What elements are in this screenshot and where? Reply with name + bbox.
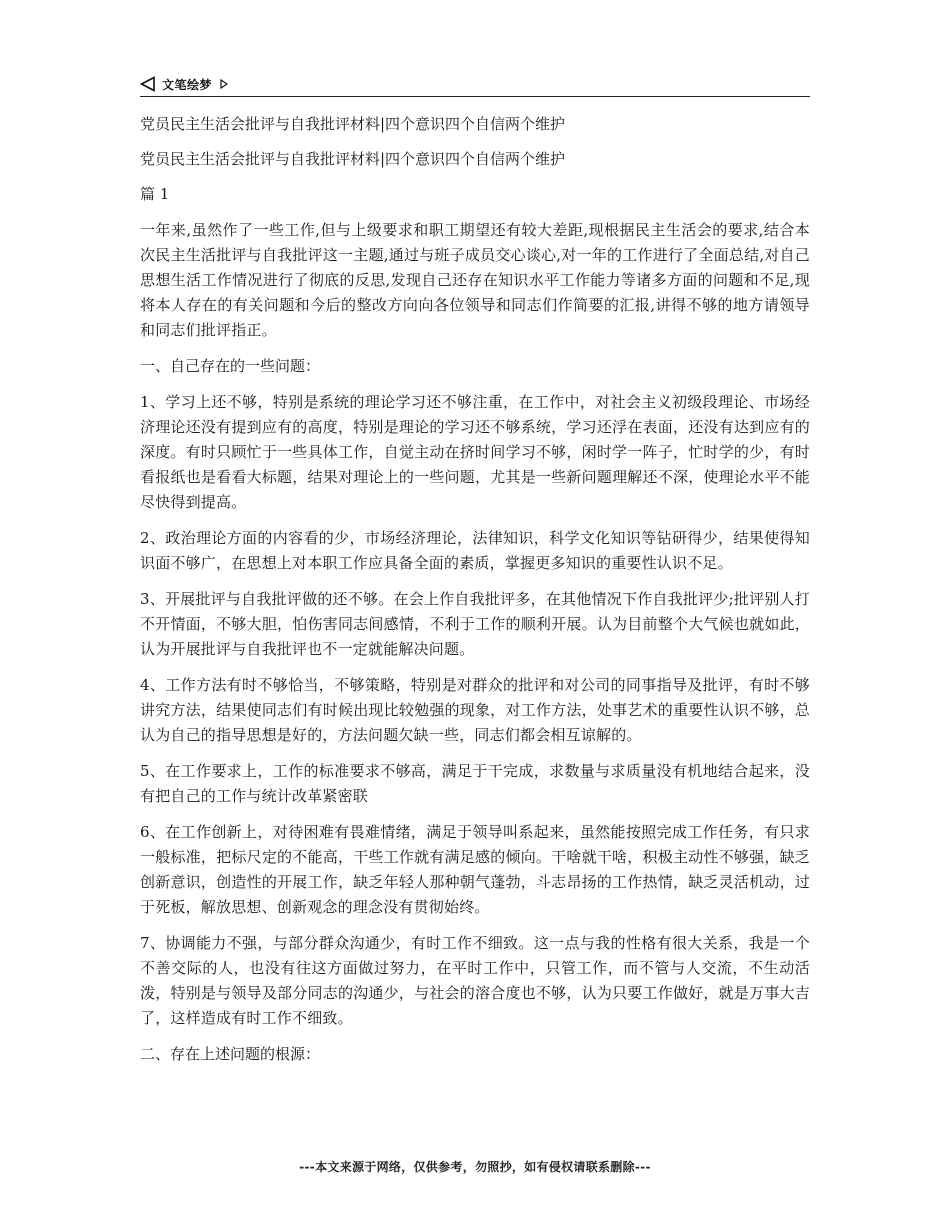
list-item: 1、学习上还不够，特别是系统的理论学习还不够注重，在工作中，对社会主义初级段理论、市场经济理论还没有提到应有的高度，特别是理论的学习还不够系统，学习还浮在表面，还没有达到应有的深度。有时只顾忙于一些具体工作，自觉主动在挤时间学习不够，闲时学一阵子，忙时学的少，有时看报纸也是看看大标题，结果对理论上的一些问题，尤其是一些新问题理解还不深，使理论水平不能尽快得到提高。 — [140, 393, 810, 511]
section-heading: 二、存在上述问题的根源： — [140, 1045, 321, 1063]
footer-notice: ---本文来源于网络，仅供参考，勿照抄，如有侵权请联系删除--- — [299, 1160, 651, 1174]
list-item: 3、开展批评与自我批评做的还不够。在会上作自我批评多，在其他情况下作自我批评少;批评别人打不开情面，不够大胆，怕伤害同志间感情，不利于工作的顺利开展。认为目前整个大气候也就如此，认为开展批评与自我批评也不一定就能解决问题。 — [140, 590, 810, 658]
section-heading: 一、自己存在的一些问题： — [140, 357, 321, 375]
brand-name: 文笔绘梦 — [162, 77, 213, 92]
document-title: 党员民主生活会批评与自我批评材料|四个意识四个自信两个维护 — [140, 115, 566, 133]
intro-paragraph: 一年来,虽然作了一些工作,但与上级要求和职工期望还有较大差距,现根据民主生活会的要求,结合本次民主生活批评与自我批评这一主题,通过与班子成员交心谈心,对一年的工作进行了全面总结,对自己思想生活工作情况进行了彻底的反思,发现自己还存在知识水平工作能力等诸多方面的问题和不足,现将本人存在的有关问题和今后的整改方向向各位领导和同志们作简要的汇报,讲得不够的地方请领导和同志们批评指正。 — [140, 221, 810, 339]
triangle-left-outline-icon — [140, 76, 156, 92]
document-body — [140, 112, 810, 1067]
list-item: 6、在工作创新上，对待困难有畏难情绪，满足于领导叫系起来，虽然能按照完成工作任务，有只求一般标准，把标尺定的不能高，干些工作就有满足感的倾向。干啥就干啥，积极主动性不够强，缺乏创新意识，创造性的开展工作，缺乏年轻人那种朝气蓬勃，斗志昂扬的工作热情，缺乏灵活机动，过于死板，解放思想、创新观念的理念没有贯彻始终。 — [140, 823, 810, 916]
triangle-right-outline-icon — [220, 79, 228, 89]
list-item: 7、协调能力不强，与部分群众沟通少，有时工作不细致。这一点与我的性格有很大关系，我是一个不善交际的人，也没有往这方面做过努力，在平时工作中，只管工作，而不管与人交流，不生动活泼，特别是与领导及部分同志的沟通少，与社会的溶合度也不够，认为只要工作做好，就是万事大吉了，这样造成有时工作不细致。 — [140, 934, 810, 1027]
list-item: 4、工作方法有时不够恰当，不够策略，特别是对群众的批评和对公司的同事指导及批评，有时不够讲究方法，结果使同志们有时候出现比较勉强的现象，对工作方法，处事艺术的重要性认识不够，总认为自己的指导思想是好的，方法问题欠缺一些，同志们都会相互谅解的。 — [140, 676, 810, 744]
document-subtitle: 党员民主生活会批评与自我批评材料|四个意识四个自信两个维护 — [140, 150, 566, 168]
chapter-label: 篇 1 — [140, 185, 170, 203]
brand-logo — [140, 74, 228, 94]
list-item: 2、政治理论方面的内容看的少，市场经济理论，法律知识，科学文化知识等钻研得少，结果使得知识面不够广，在思想上对本职工作应具备全面的素质，掌握更多知识的重要性认识不足。 — [140, 529, 810, 572]
page-header — [140, 72, 810, 97]
list-item: 5、在工作要求上，工作的标准要求不够高，满足于干完成，求数量与求质量没有机地结合起来，没有把自己的工作与统计改革紧密联 — [140, 762, 810, 805]
